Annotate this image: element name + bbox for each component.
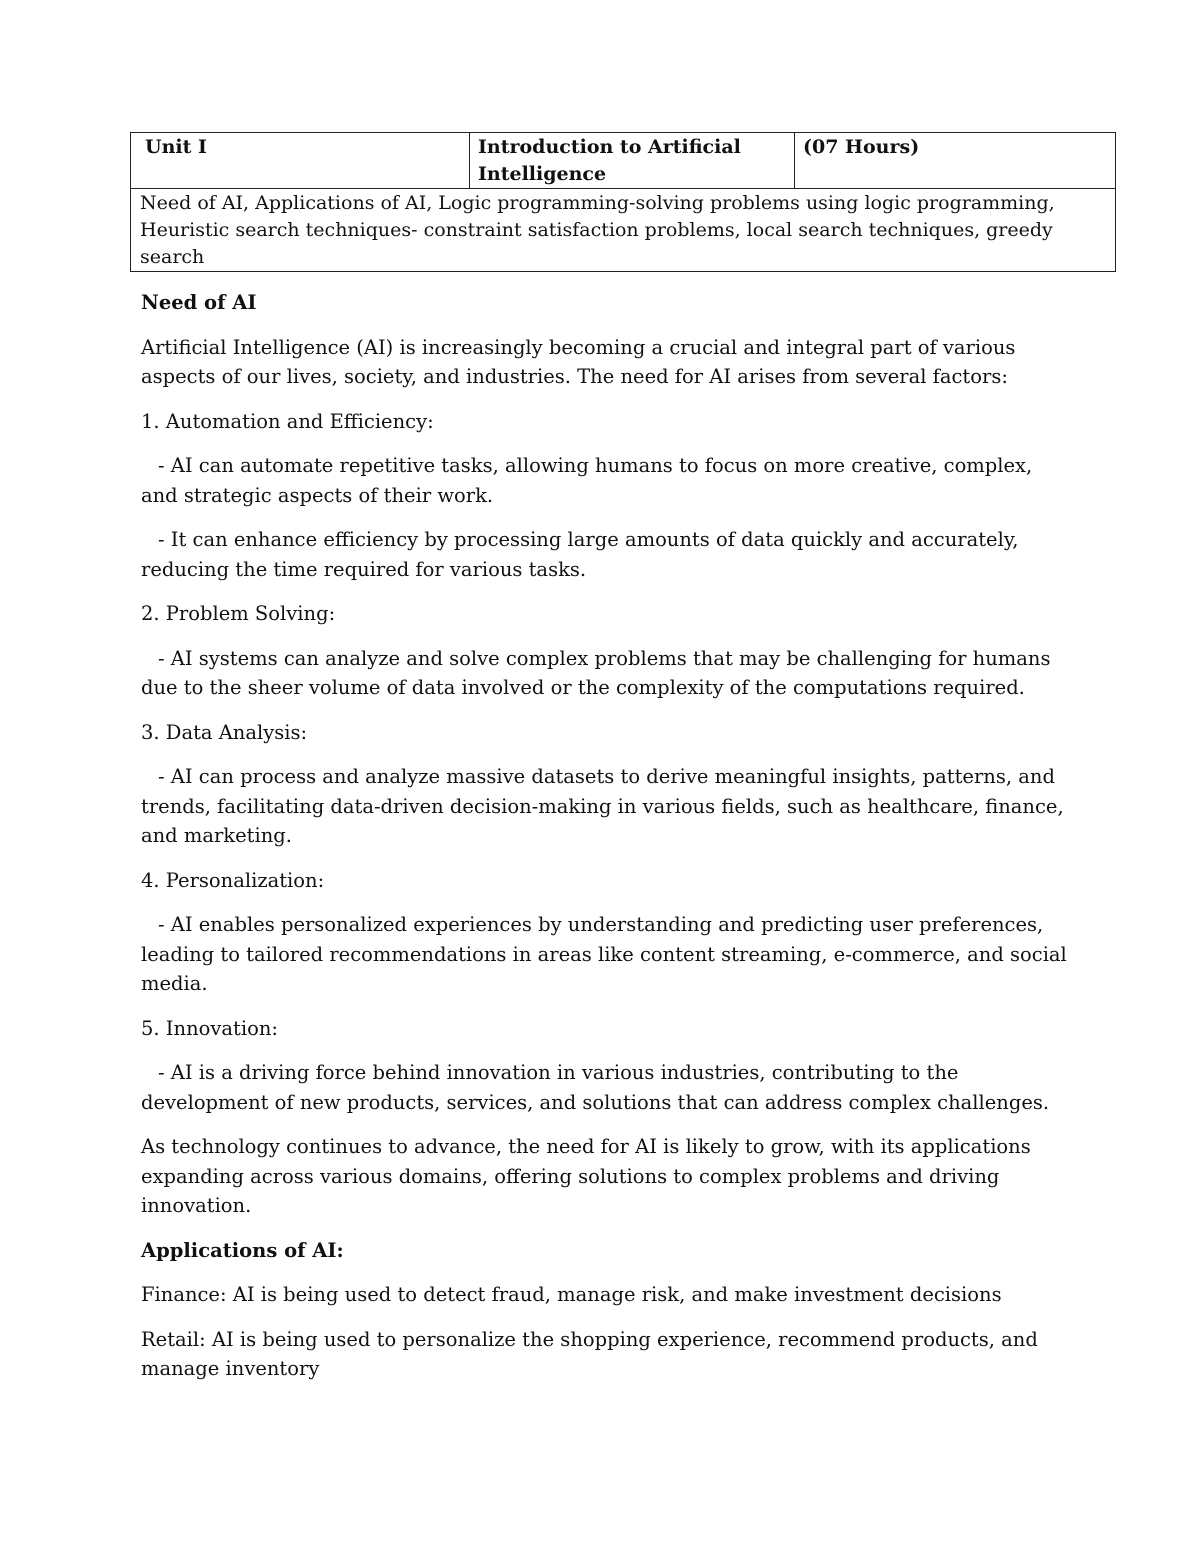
- unit-hours: (07 Hours): [795, 133, 1116, 189]
- application-item-finance: Finance: AI is being used to detect fraud, manage risk, and make investment decisions: [141, 1283, 1002, 1306]
- unit-table-header-row: [131, 133, 1116, 189]
- document-body: [141, 288, 1071, 1399]
- section-heading-applications: Applications of AI:: [141, 1238, 344, 1262]
- section-heading-need-of-ai: Need of AI: [141, 291, 257, 314]
- unit-topics: Need of AI, Applications of AI, Logic programming-solving problems using logic programming, Heuristic search techniques- constraint satisfaction problems, local search techniques, greedy search: [131, 189, 1116, 272]
- point-bullet: - AI is a driving force behind innovation in various industries, contributing to the development of new products, services, and solutions that can address complex challenges.: [141, 1061, 1050, 1114]
- point-title: 3. Data Analysis:: [141, 720, 308, 744]
- point-title: 4. Personalization:: [141, 868, 325, 892]
- point-bullet: - It can enhance efficiency by processing large amounts of data quickly and accurately, reducing the time required for various tasks.: [141, 528, 1019, 581]
- unit-table: [130, 132, 1116, 272]
- conclusion-paragraph: As technology continues to advance, the need for AI is likely to grow, with its applications expanding across various domains, offering solutions to complex problems and driving innovation.: [141, 1135, 1031, 1217]
- unit-number: Unit I: [131, 133, 470, 189]
- point-title: 2. Problem Solving:: [141, 602, 336, 625]
- point-bullet: - AI can process and analyze massive datasets to derive meaningful insights, patterns, and trends, facilitating data-driven decision-making in various fields, such as healthcare, finance, and marketing.: [141, 765, 1064, 847]
- intro-paragraph: Artificial Intelligence (AI) is increasingly becoming a crucial and integral part of various aspects of our lives, society, and industries. The need for AI arises from several factors:: [141, 335, 1016, 388]
- unit-title: Introduction to Artificial Intelligence: [470, 133, 795, 189]
- point-bullet: - AI enables personalized experiences by understanding and predicting user preferences, leading to tailored recommendations in areas like content streaming, e-commerce, and social media.: [141, 913, 1067, 995]
- application-item-retail: Retail: AI is being used to personalize the shopping experience, recommend products, and manage inventory: [141, 1327, 1038, 1380]
- point-bullet: - AI can automate repetitive tasks, allowing humans to focus on more creative, complex, and strategic aspects of their work.: [141, 454, 1033, 507]
- unit-table-topics-row: [131, 189, 1116, 272]
- point-bullet: - AI systems can analyze and solve complex problems that may be challenging for humans due to the sheer volume of data involved or the complexity of the computations required.: [141, 646, 1051, 699]
- point-title: 1. Automation and Efficiency:: [141, 409, 434, 433]
- point-title: 5. Innovation:: [141, 1016, 278, 1040]
